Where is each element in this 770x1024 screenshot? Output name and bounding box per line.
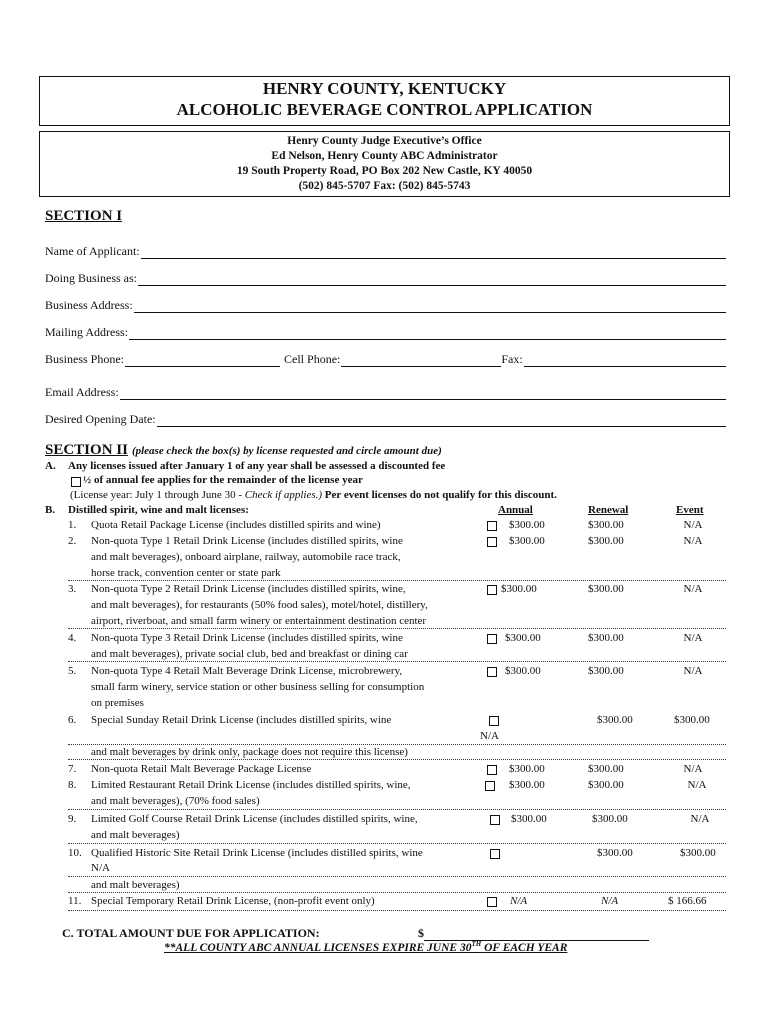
license-9-checkbox[interactable] — [490, 815, 500, 825]
license-6-renewal: $300.00 — [597, 714, 633, 726]
license-11-renewal: N/A — [601, 895, 619, 907]
license-8-text-1: Limited Restaurant Retail Drink License (includes distilled spirits, wine, — [91, 779, 411, 791]
license-8-checkbox[interactable] — [485, 781, 495, 791]
license-8-event: N/A — [687, 779, 707, 791]
license-year-part2: Check if applies.) — [244, 489, 323, 501]
license-3-checkbox[interactable] — [487, 585, 497, 595]
row-divider — [68, 809, 726, 810]
title-line-2: ALCOHOLIC BEVERAGE CONTROL APPLICATION — [176, 100, 593, 119]
office-name: Henry County Judge Executive’s Office — [287, 135, 482, 147]
mailing-address-line[interactable] — [129, 328, 726, 340]
business-address-field[interactable] — [45, 298, 726, 313]
row-divider — [68, 628, 726, 629]
license-1-event: N/A — [683, 519, 703, 531]
license-2-number: 2. — [68, 535, 77, 547]
license-10-annual: N/A — [91, 862, 110, 874]
license-2-checkbox[interactable] — [487, 537, 497, 547]
license-6-number: 6. — [68, 714, 77, 726]
license-1-annual: $300.00 — [509, 519, 545, 531]
license-8-renewal: $300.00 — [588, 779, 624, 791]
license-7-number: 7. — [68, 763, 77, 775]
license-3-text-2: and malt beverages), for restaurants (50% food sales), motel/hotel, distillery, — [91, 599, 428, 611]
license-10-checkbox[interactable] — [490, 849, 500, 859]
expire-text-2: OF EACH YEAR — [481, 941, 568, 954]
expire-text-1: **ALL COUNTY ABC ANNUAL LICENSES EXPIRE JUNE 30 — [164, 941, 472, 954]
license-5-text-1: Non-quota Type 4 Retail Malt Beverage Drink License, microbrewery, — [91, 665, 403, 677]
row-divider — [68, 910, 726, 911]
license-4-number: 4. — [68, 632, 77, 644]
title-box — [39, 76, 730, 126]
license-7-event: N/A — [683, 763, 703, 775]
license-3-text-1: Non-quota Type 2 Retail Drink License (includes distilled spirits, wine, — [91, 583, 406, 595]
license-5-number: 5. — [68, 665, 77, 677]
business-phone-label: Business Phone: — [45, 352, 125, 366]
license-6-annual: N/A — [480, 730, 499, 742]
half-fee-checkbox[interactable] — [71, 477, 81, 487]
license-11-annual: N/A — [510, 895, 528, 907]
license-10-renewal: $300.00 — [597, 847, 633, 859]
column-header-annual: Annual — [498, 504, 533, 516]
license-9-annual: $300.00 — [511, 813, 547, 825]
email-label: Email Address: — [45, 385, 119, 399]
license-6-checkbox[interactable] — [489, 716, 499, 726]
license-8-number: 8. — [68, 779, 77, 791]
mailing-address-label: Mailing Address: — [45, 325, 128, 339]
license-10-number: 10. — [68, 847, 82, 859]
section-2-title: SECTION II — [45, 442, 128, 458]
license-4-renewal: $300.00 — [588, 632, 624, 644]
opening-date-label: Desired Opening Date: — [45, 412, 156, 426]
dba-field[interactable] — [45, 271, 726, 286]
license-9-text-1: Limited Golf Course Retail Drink License (includes distilled spirits, wine, — [91, 813, 418, 825]
dba-line[interactable] — [138, 274, 726, 286]
section-2-heading — [45, 441, 442, 459]
title-line-1: HENRY COUNTY, KENTUCKY — [262, 79, 507, 98]
license-2-annual: $300.00 — [509, 535, 545, 547]
name-label: Name of Applicant: — [45, 244, 140, 258]
license-9-renewal: $300.00 — [592, 813, 628, 825]
item-a-letter: A. — [45, 460, 56, 472]
section-1-title: SECTION I — [45, 208, 123, 224]
column-header-event: Event — [676, 504, 704, 516]
license-1-checkbox[interactable] — [487, 521, 497, 531]
license-4-text-1: Non-quota Type 3 Retail Drink License (includes distilled spirits, wine — [91, 632, 403, 644]
office-info-box — [39, 131, 730, 197]
row-divider — [68, 876, 726, 877]
license-3-event: N/A — [683, 583, 703, 595]
column-header-renewal: Renewal — [588, 504, 629, 516]
license-10-text-1: Qualified Historic Site Retail Drink License (includes distilled spirits, wine — [91, 847, 423, 859]
license-6-event: $300.00 — [674, 714, 710, 726]
row-divider — [68, 892, 726, 893]
office-address: 19 South Property Road, PO Box 202 New Castle, KY 40050 — [236, 165, 533, 177]
fax-line[interactable] — [524, 355, 726, 367]
license-11-event: $ 166.66 — [668, 895, 707, 907]
license-6-text-2: and malt beverages by drink only, package does not require this license) — [91, 746, 408, 758]
license-year-part1: (License year: July 1 through June 30 - — [70, 489, 245, 501]
row-divider — [68, 759, 726, 760]
row-divider — [68, 843, 726, 844]
license-1-renewal: $300.00 — [588, 519, 624, 531]
name-field[interactable] — [45, 244, 726, 259]
mailing-address-field[interactable] — [45, 325, 726, 340]
item-b-letter: B. — [45, 504, 56, 516]
email-line[interactable] — [120, 388, 726, 400]
item-a-text: Any licenses issued after January 1 of any year shall be assessed a discounted fee — [68, 460, 446, 472]
license-8-text-2: and malt beverages), (70% food sales) — [91, 795, 260, 807]
license-2-renewal: $300.00 — [588, 535, 624, 547]
license-8-annual: $300.00 — [509, 779, 545, 791]
administrator: Ed Nelson, Henry County ABC Administrator — [271, 150, 498, 162]
expire-superscript: TH — [471, 940, 482, 948]
license-10-text-2: and malt beverages) — [91, 879, 180, 891]
phones-field[interactable] — [45, 352, 726, 367]
license-year-part3: Per event licenses do not qualify for this discount. — [322, 489, 557, 501]
dba-label: Doing Business as: — [45, 271, 138, 285]
license-1-number: 1. — [68, 519, 77, 531]
expiration-notice — [164, 940, 567, 954]
row-divider — [68, 580, 726, 581]
license-3-text-3: airport, riverboat, and small farm winery or entertainment destination center — [91, 615, 427, 627]
license-10-event: $300.00 — [680, 847, 716, 859]
item-b-text: Distilled spirit, wine and malt licenses: — [68, 504, 249, 516]
license-2-text-1: Non-quota Type 1 Retail Drink License (includes distilled spirits, wine — [91, 535, 403, 547]
license-4-text-2: and malt beverages), private social club, bed and breakfast or dining car — [91, 648, 408, 660]
business-phone-line[interactable] — [125, 355, 280, 367]
fax-label: Fax: — [501, 352, 523, 366]
license-9-number: 9. — [68, 813, 77, 825]
license-4-checkbox[interactable] — [487, 634, 497, 644]
license-7-checkbox[interactable] — [487, 765, 497, 775]
license-11-number: 11. — [68, 895, 82, 907]
total-amount-field[interactable] — [418, 926, 649, 941]
opening-date-line[interactable] — [157, 415, 726, 427]
email-field[interactable] — [45, 385, 726, 400]
section-2-subtitle: (please check the box(s) by license requested and circle amount due) — [131, 445, 442, 457]
half-fee-text: ½ of annual fee applies for the remainder of the license year — [83, 474, 363, 486]
license-5-annual: $300.00 — [505, 665, 541, 677]
license-9-text-2: and malt beverages) — [91, 829, 180, 841]
name-line[interactable] — [141, 247, 726, 259]
license-5-checkbox[interactable] — [487, 667, 497, 677]
license-3-renewal: $300.00 — [588, 583, 624, 595]
license-2-event: N/A — [683, 535, 703, 547]
license-5-event: N/A — [683, 665, 703, 677]
license-5-text-3: on premises — [91, 697, 144, 709]
license-5-renewal: $300.00 — [588, 665, 624, 677]
opening-date-field[interactable] — [45, 412, 726, 427]
license-5-text-2: small farm winery, service station or other business selling for consumption — [91, 681, 425, 693]
license-year-note — [70, 489, 557, 501]
business-address-line[interactable] — [134, 301, 726, 313]
license-11-text: Special Temporary Retail Drink License, (non-profit event only) — [91, 895, 375, 907]
cell-phone-label: Cell Phone: — [284, 352, 341, 366]
license-4-annual: $300.00 — [505, 632, 541, 644]
license-9-event: N/A — [690, 813, 710, 825]
license-3-annual: $300.00 — [501, 583, 537, 595]
business-address-label: Business Address: — [45, 298, 133, 312]
total-label: C. TOTAL AMOUNT DUE FOR APPLICATION: — [62, 926, 320, 940]
row-divider — [68, 661, 726, 662]
license-7-annual: $300.00 — [509, 763, 545, 775]
license-4-event: N/A — [683, 632, 703, 644]
office-phone-fax: (502) 845-5707 Fax: (502) 845-5743 — [298, 180, 471, 192]
license-7-renewal: $300.00 — [588, 763, 624, 775]
license-2-text-2: and malt beverages), onboard airplane, railway, automobile race track, — [91, 551, 401, 563]
license-3-number: 3. — [68, 583, 77, 595]
license-7-text: Non-quota Retail Malt Beverage Package License — [91, 763, 312, 775]
cell-phone-line[interactable] — [341, 355, 501, 367]
license-2-text-3: horse track, convention center or state park — [91, 567, 281, 579]
total-dollar-sign: $ — [418, 926, 424, 940]
license-1-text: Quota Retail Package License (includes distilled spirits and wine) — [91, 519, 381, 531]
license-11-checkbox[interactable] — [487, 897, 497, 907]
row-divider — [68, 744, 726, 745]
license-6-text-1: Special Sunday Retail Drink License (includes distilled spirits, wine — [91, 714, 392, 726]
